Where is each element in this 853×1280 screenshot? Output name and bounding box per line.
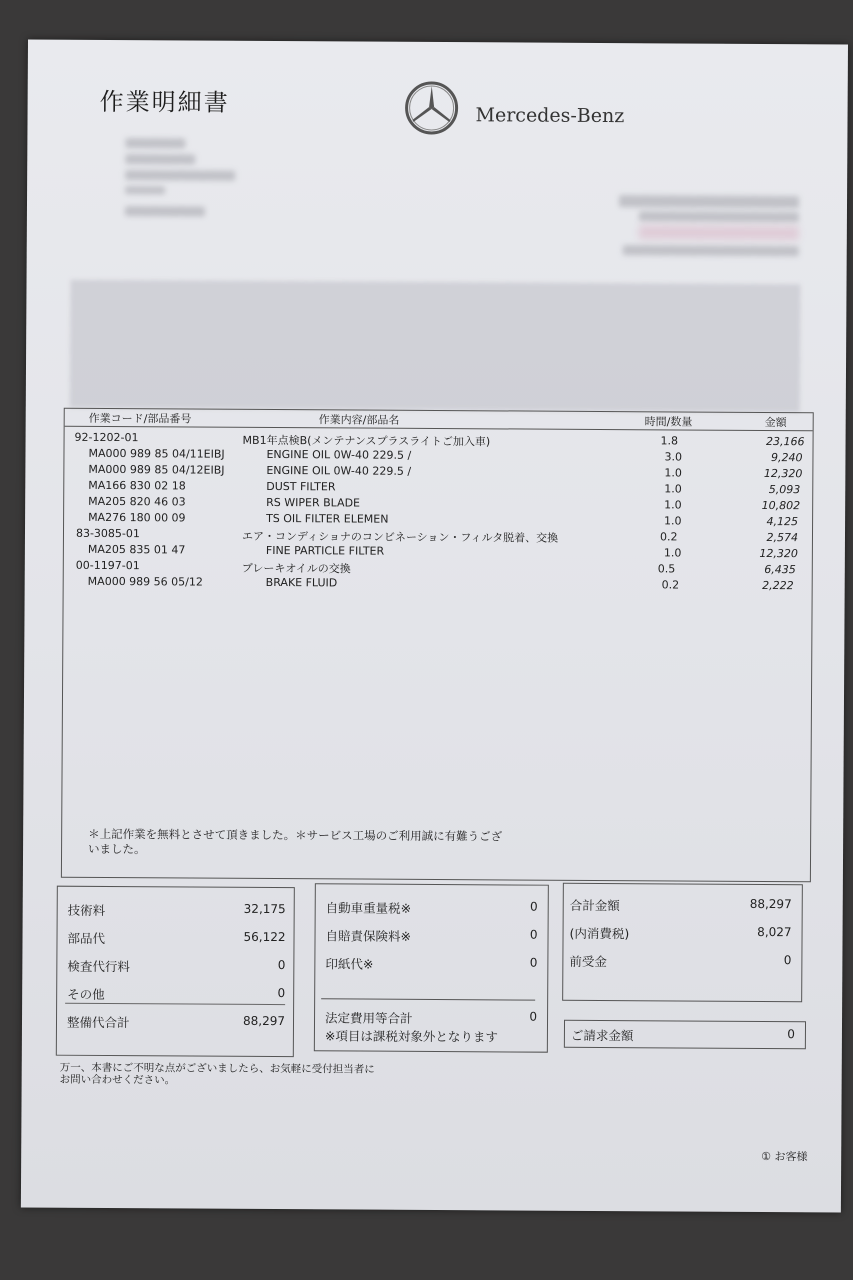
summary-label: 整備代合計 — [66, 1014, 130, 1031]
summary-label: 検査代行料 — [67, 958, 130, 975]
redacted-block — [125, 186, 165, 194]
table-header — [65, 409, 813, 432]
row-qty: 0.2 — [661, 578, 680, 592]
redacted-block — [125, 170, 235, 181]
row-code: 00-1197-01 — [75, 558, 140, 573]
row-amount: 5,093 — [768, 483, 801, 497]
legal-fees-summary — [314, 883, 549, 1052]
row-name: FINE PARTICLE FILTER — [265, 543, 385, 558]
header-content: 作業内容/部品名 — [318, 413, 400, 427]
summary-value: 32,175 — [243, 901, 286, 917]
tax-exempt-note: ※項目は課税対象外となります — [324, 1028, 498, 1045]
billing-label: ご請求金額 — [570, 1027, 634, 1044]
row-amount: 2,574 — [766, 531, 799, 545]
row-name: MB1年点検B(メンテナンスプラスライトご加入車) — [242, 433, 491, 449]
row-name: TS OIL FILTER ELEMEN — [266, 511, 389, 526]
summary-label: その他 — [67, 986, 105, 1002]
summary-value: 0 — [783, 953, 792, 968]
row-code: MA205 835 01 47 — [87, 542, 186, 557]
row-qty: 0.2 — [659, 530, 678, 544]
redacted-block — [619, 195, 799, 208]
summary-value: 0 — [277, 958, 286, 973]
row-name: DUST FILTER — [266, 479, 336, 494]
summary-label: 前受金 — [569, 953, 607, 970]
summary-label: 技術料 — [67, 902, 106, 918]
summary-value: 0 — [529, 1009, 538, 1024]
redacted-block — [125, 154, 195, 164]
summary-value: 88,297 — [749, 896, 792, 912]
row-name: ブレーキオイルの交換 — [241, 561, 351, 576]
row-qty: 3.0 — [664, 450, 683, 464]
footer-note: 万一、本書にご不明な点がございましたら、お気軽に受付担当者にお問い合わせください。 — [59, 1061, 375, 1087]
redacted-block — [623, 245, 799, 256]
header-code: 作業コード/部品番号 — [88, 411, 192, 426]
total-summary — [562, 883, 803, 1002]
row-name: ENGINE OIL 0W-40 229.5 / — [266, 447, 412, 462]
row-amount: 12,320 — [759, 546, 798, 561]
row-code: MA000 989 85 04/12EIBJ — [88, 462, 225, 477]
summary-label: 印紙代※ — [325, 956, 374, 972]
row-code: MA205 820 46 03 — [88, 494, 186, 509]
labor-parts-summary — [56, 886, 295, 1057]
service-note: ＊上記作業を無料とさせて頂きました。＊サービス工場のご利用誠に有難うございました。 — [88, 826, 503, 857]
row-amount: 10,802 — [761, 498, 801, 513]
row-code: 83-3085-01 — [75, 526, 140, 541]
row-qty: 1.0 — [663, 546, 682, 560]
summary-value: 0 — [529, 927, 538, 942]
summary-value: 0 — [277, 986, 286, 1001]
table-row — [64, 575, 812, 596]
summary-label: 部品代 — [67, 930, 106, 946]
summary-label: 合計金額 — [569, 897, 620, 914]
summary-label: 自賠責保険料※ — [325, 928, 412, 944]
row-code: 92-1202-01 — [74, 430, 139, 445]
row-name: エア・コンディショナのコンビネーション・フィルタ脱着、交換 — [241, 529, 559, 545]
summary-value: 88,297 — [242, 1013, 286, 1029]
row-amount: 23,166 — [766, 435, 805, 449]
row-qty: 1.0 — [664, 482, 682, 496]
header-qty: 時間/数量 — [644, 415, 693, 429]
row-amount: 12,320 — [763, 466, 803, 481]
billing-amount-box — [564, 1020, 806, 1049]
row-qty: 0.5 — [657, 562, 676, 576]
line-items-table — [61, 408, 814, 883]
redacted-stamp — [639, 225, 799, 240]
row-qty: 1.0 — [664, 498, 682, 512]
row-qty: 1.8 — [660, 434, 679, 448]
summary-value: 8,027 — [757, 924, 792, 940]
billing-value: 0 — [787, 1027, 795, 1042]
row-name: RS WIPER BLADE — [266, 495, 361, 510]
row-code: MA166 830 02 18 — [88, 478, 186, 493]
summary-value: 56,122 — [243, 929, 286, 945]
row-code: MA000 989 56 05/12 — [87, 574, 203, 589]
summary-value: 0 — [530, 899, 538, 914]
redacted-block — [639, 211, 799, 222]
row-qty: 1.0 — [664, 466, 682, 480]
brand-name: Mercedes-Benz — [475, 104, 625, 128]
row-code: MA000 989 85 04/11EIBJ — [88, 446, 225, 461]
summary-label: 法定費用等合計 — [324, 1010, 413, 1026]
redacted-header-grid — [70, 280, 801, 412]
row-name: BRAKE FLUID — [265, 575, 338, 590]
row-amount: 4,125 — [766, 515, 799, 529]
invoice-sheet — [21, 39, 848, 1212]
header-amount: 金額 — [764, 416, 787, 430]
row-code: MA276 180 00 09 — [88, 510, 186, 525]
summary-label: 自動車重量税※ — [325, 900, 412, 916]
row-amount: 2,222 — [762, 578, 794, 593]
redacted-block — [125, 138, 185, 148]
divider — [321, 998, 535, 1000]
summary-value: 0 — [529, 955, 538, 970]
row-amount: 6,435 — [764, 563, 796, 577]
summary-label: (内消費税) — [569, 925, 630, 942]
divider — [65, 1003, 285, 1005]
row-name: ENGINE OIL 0W-40 229.5 / — [266, 463, 412, 478]
copy-label: ① お客様 — [761, 1149, 808, 1164]
row-qty: 1.0 — [664, 514, 682, 528]
redacted-block — [125, 206, 205, 216]
mercedes-star-logo — [403, 80, 459, 136]
document-title: 作業明細書 — [99, 87, 230, 117]
row-amount: 9,240 — [770, 451, 803, 465]
